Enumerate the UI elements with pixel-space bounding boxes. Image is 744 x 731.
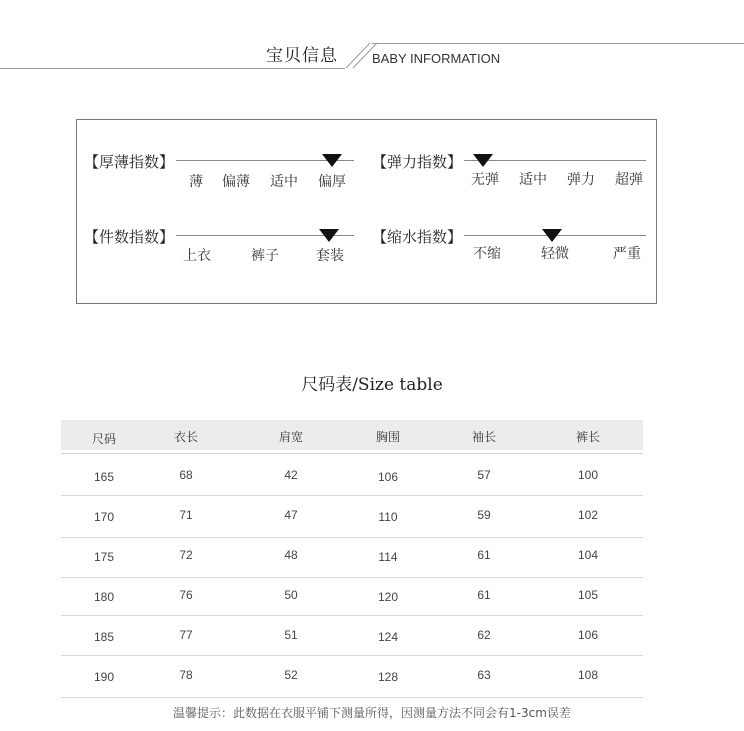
table-header-cell: 袖长 xyxy=(471,430,497,444)
table-row-divider xyxy=(61,577,643,578)
table-row-divider xyxy=(61,697,643,698)
table-cell: 42 xyxy=(284,468,298,482)
table-cell: 110 xyxy=(378,510,398,524)
table-cell: 62 xyxy=(477,628,491,642)
table-header-cell: 裤长 xyxy=(575,430,601,444)
measurement-footnote: 温馨提示：此数据在衣服平铺下测量所得，因测量方法不同会有1-3cm误差 xyxy=(173,706,571,720)
table-cell: 102 xyxy=(577,508,599,522)
table-cell: 76 xyxy=(179,588,193,602)
pieces-index-title: 【件数指数】 xyxy=(84,228,175,246)
shrinkage-option-severe: 严重 xyxy=(613,246,641,262)
table-cell: 78 xyxy=(179,668,193,682)
table-cell: 170 xyxy=(93,510,115,524)
table-cell: 68 xyxy=(179,468,193,482)
section-title-cn: 宝贝信息 xyxy=(266,46,338,66)
table-row-divider xyxy=(61,453,643,454)
pieces-option-pants: 裤子 xyxy=(251,248,279,264)
thickness-option-slightly-thick: 偏厚 xyxy=(318,174,346,190)
thickness-index-title: 【厚薄指数】 xyxy=(84,153,175,171)
table-row-divider xyxy=(61,537,643,538)
header-divider-left xyxy=(0,68,345,69)
table-cell: 114 xyxy=(378,550,398,564)
size-table-header xyxy=(61,420,643,450)
elasticity-index-title: 【弹力指数】 xyxy=(372,153,463,171)
elasticity-option-none: 无弹 xyxy=(471,172,499,188)
pieces-option-set: 套装 xyxy=(316,248,344,264)
table-header-cell: 尺码 xyxy=(91,432,117,446)
table-cell: 50 xyxy=(284,588,298,602)
thickness-option-medium: 适中 xyxy=(270,174,298,190)
table-cell: 180 xyxy=(93,590,115,604)
table-cell: 61 xyxy=(477,548,491,562)
table-cell: 128 xyxy=(377,670,399,684)
elasticity-selected-marker xyxy=(473,154,493,167)
table-cell: 63 xyxy=(477,668,491,682)
table-cell: 77 xyxy=(179,628,193,642)
table-cell: 48 xyxy=(284,548,298,562)
table-row-divider xyxy=(61,655,643,656)
table-cell: 47 xyxy=(284,508,298,522)
thickness-option-slightly-thin: 偏薄 xyxy=(222,174,250,190)
table-cell: 106 xyxy=(377,470,399,484)
header-divider-right xyxy=(372,43,744,44)
table-cell: 59 xyxy=(477,508,491,522)
elasticity-option-elastic: 弹力 xyxy=(567,172,595,188)
table-header-cell: 衣长 xyxy=(173,430,199,444)
shrinkage-option-slight: 轻微 xyxy=(541,246,569,262)
section-title-en: BABY INFORMATION xyxy=(372,51,501,66)
table-cell: 72 xyxy=(179,548,193,562)
table-cell: 71 xyxy=(179,508,193,522)
table-row-divider xyxy=(61,615,643,616)
table-header-cell: 胸围 xyxy=(375,430,401,444)
table-cell: 100 xyxy=(577,468,599,482)
table-cell: 108 xyxy=(577,668,599,682)
table-cell: 165 xyxy=(93,470,115,484)
thickness-option-thin: 薄 xyxy=(189,174,203,190)
size-table-title: 尺码表/Size table xyxy=(301,375,443,395)
table-cell: 120 xyxy=(377,590,399,604)
table-cell: 51 xyxy=(284,628,298,642)
pieces-option-top: 上衣 xyxy=(183,248,211,264)
shrinkage-selected-marker xyxy=(542,229,562,242)
thickness-selected-marker xyxy=(322,154,342,167)
table-cell: 61 xyxy=(477,588,491,602)
table-cell: 185 xyxy=(93,630,115,644)
shrinkage-option-none: 不缩 xyxy=(473,246,501,262)
table-header-cell: 肩宽 xyxy=(278,430,304,444)
table-cell: 106 xyxy=(577,628,599,642)
product-index-panel xyxy=(76,119,657,304)
shrinkage-index-title: 【缩水指数】 xyxy=(372,228,463,246)
table-row-divider xyxy=(61,495,643,496)
table-cell: 104 xyxy=(577,548,599,562)
table-cell: 175 xyxy=(93,550,115,564)
elasticity-option-medium: 适中 xyxy=(519,172,547,188)
table-cell: 124 xyxy=(377,630,399,644)
elasticity-option-super: 超弹 xyxy=(615,172,643,188)
pieces-selected-marker xyxy=(319,229,339,242)
table-cell: 105 xyxy=(577,588,599,602)
table-cell: 57 xyxy=(477,468,491,482)
table-cell: 190 xyxy=(93,670,115,684)
table-cell: 52 xyxy=(284,668,298,682)
